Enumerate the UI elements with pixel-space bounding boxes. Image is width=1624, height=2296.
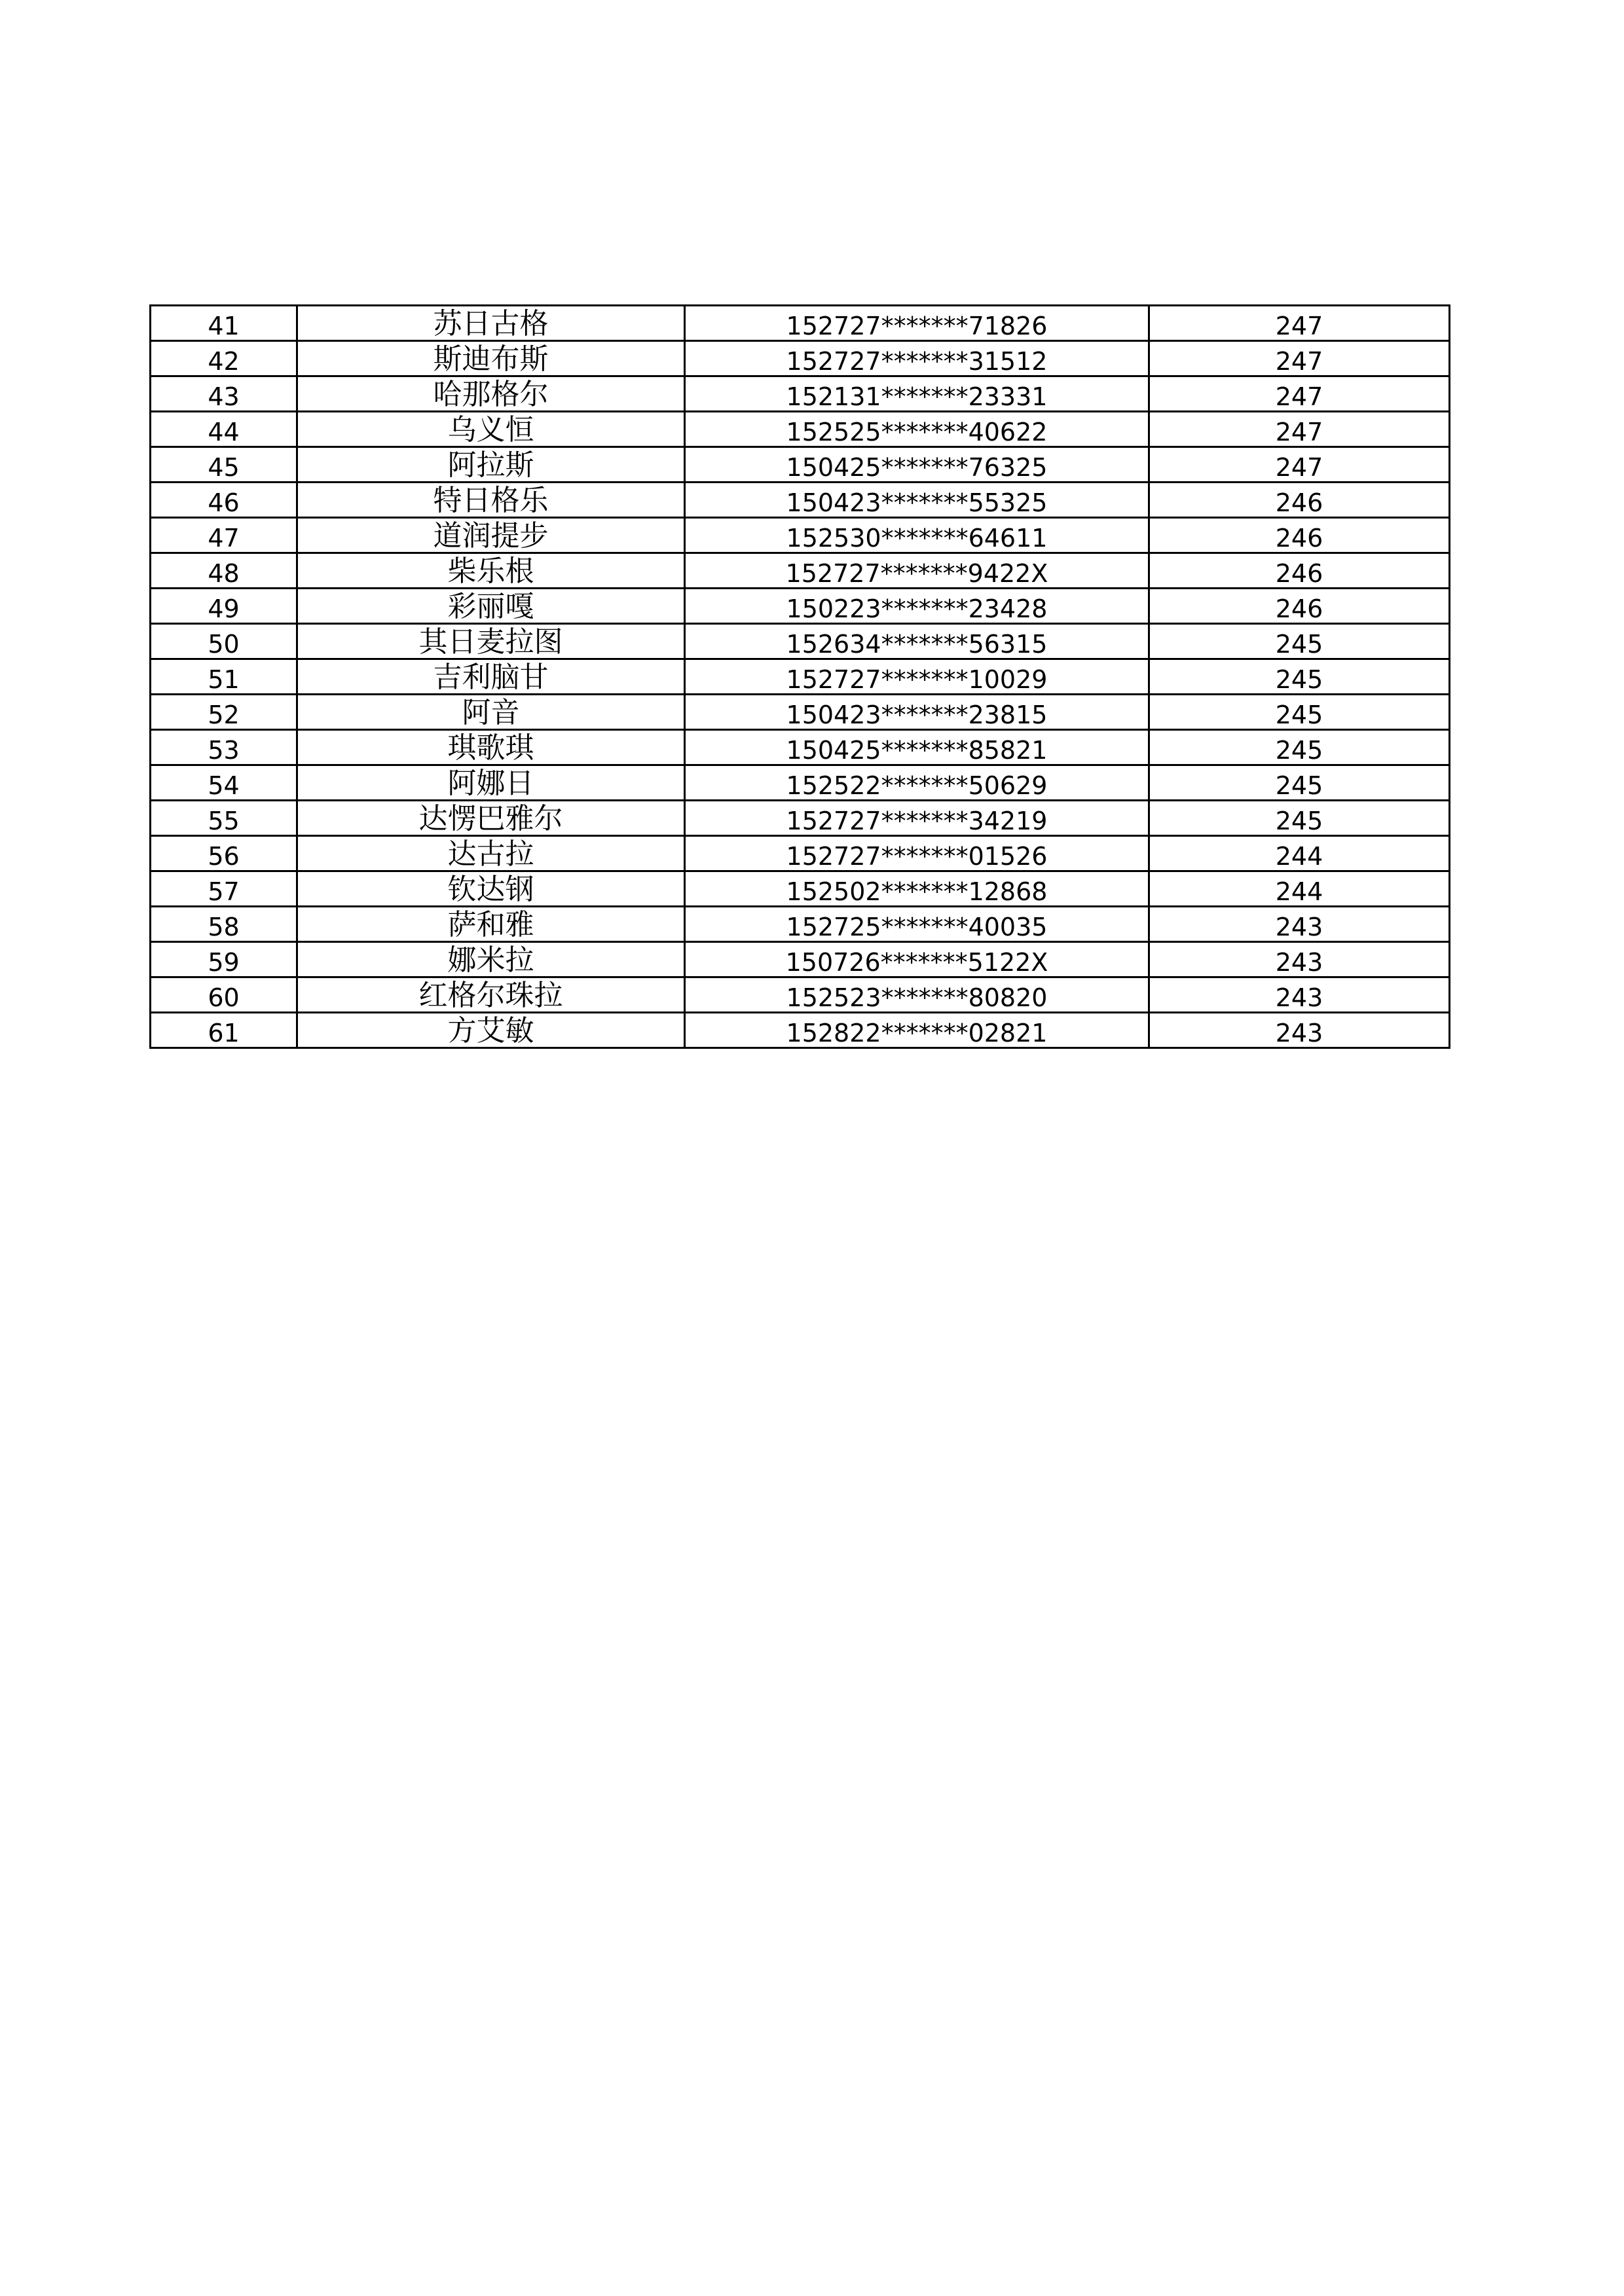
name-cell-text: 阿音: [462, 696, 520, 729]
score-cell-text: 245: [1275, 807, 1323, 835]
score-cell-text: 244: [1275, 877, 1323, 906]
name-cell-text: 钦达钢: [447, 873, 534, 906]
name-cell: [297, 553, 685, 589]
name-cell-text: 乌义恒: [447, 413, 534, 446]
score-cell: [1149, 730, 1450, 765]
id-number-cell: [685, 306, 1149, 341]
row-number-cell: [151, 730, 297, 765]
score-cell: [1149, 765, 1450, 801]
score-cell: [1149, 341, 1450, 376]
id-number-cell: [685, 659, 1149, 695]
name-cell-text: 红格尔珠拉: [418, 979, 563, 1012]
score-cell-text: 244: [1275, 842, 1323, 871]
score-cell: [1149, 553, 1450, 589]
id-number-cell: [685, 1013, 1149, 1048]
table-row: [151, 907, 1450, 942]
row-number-cell-text: 41: [208, 312, 240, 340]
row-number-cell-text: 57: [208, 877, 240, 906]
id-number-cell-text: 152530*******64611: [786, 524, 1048, 553]
id-number-cell-text: 152727*******34219: [786, 807, 1048, 835]
score-cell: [1149, 589, 1450, 624]
score-cell: [1149, 1013, 1450, 1048]
row-number-cell-text: 44: [208, 418, 240, 446]
score-cell-text: 246: [1275, 524, 1323, 553]
name-cell-text: 阿拉斯: [447, 448, 534, 482]
score-cell-text: 243: [1275, 1019, 1323, 1048]
row-number-cell-text: 60: [208, 983, 240, 1012]
name-cell: [297, 447, 685, 483]
name-cell: [297, 695, 685, 730]
id-number-cell: [685, 871, 1149, 907]
row-number-cell: [151, 412, 297, 447]
score-cell-text: 243: [1275, 983, 1323, 1012]
name-cell-text: 哈那格尔: [433, 378, 549, 411]
name-cell: [297, 730, 685, 765]
name-cell-text: 道润提步: [433, 519, 549, 553]
row-number-cell-text: 43: [208, 382, 240, 411]
id-number-cell-text: 150425*******76325: [786, 453, 1048, 482]
table-row: [151, 306, 1450, 341]
id-number-cell-text: 152502*******12868: [786, 877, 1048, 906]
row-number-cell: [151, 624, 297, 659]
id-number-cell: [685, 977, 1149, 1013]
id-number-cell-text: 152822*******02821: [786, 1019, 1048, 1048]
id-number-cell: [685, 765, 1149, 801]
row-number-cell: [151, 447, 297, 483]
id-number-cell-text: 152727*******9422X: [785, 559, 1048, 588]
name-cell-text: 阿娜日: [447, 767, 534, 800]
row-number-cell: [151, 977, 297, 1013]
id-number-cell: [685, 907, 1149, 942]
score-cell-text: 247: [1275, 418, 1323, 446]
name-cell: [297, 801, 685, 836]
score-cell-text: 246: [1275, 559, 1323, 588]
id-number-cell-text: 152727*******01526: [786, 842, 1048, 871]
score-cell: [1149, 836, 1450, 871]
score-cell: [1149, 412, 1450, 447]
id-number-cell: [685, 942, 1149, 977]
row-number-cell-text: 42: [208, 347, 240, 376]
table-row: [151, 659, 1450, 695]
table-row: [151, 589, 1450, 624]
name-cell: [297, 624, 685, 659]
table-row: [151, 801, 1450, 836]
score-cell: [1149, 624, 1450, 659]
name-cell: [297, 836, 685, 871]
row-number-cell-text: 58: [208, 913, 240, 941]
row-number-cell: [151, 907, 297, 942]
table-row: [151, 836, 1450, 871]
table-row: [151, 341, 1450, 376]
id-number-cell: [685, 412, 1149, 447]
row-number-cell: [151, 659, 297, 695]
id-number-cell: [685, 801, 1149, 836]
id-number-cell: [685, 730, 1149, 765]
id-number-cell-text: 150423*******23815: [786, 701, 1048, 729]
name-cell-text: 斯迪布斯: [433, 342, 549, 376]
row-number-cell: [151, 306, 297, 341]
id-number-cell: [685, 695, 1149, 730]
row-number-cell: [151, 942, 297, 977]
name-cell-text: 柴乐根: [447, 555, 534, 588]
score-cell: [1149, 659, 1450, 695]
row-number-cell-text: 61: [208, 1019, 240, 1048]
row-number-cell: [151, 589, 297, 624]
id-number-cell-text: 150423*******55325: [786, 488, 1048, 517]
id-number-cell-text: 152522*******50629: [786, 771, 1048, 800]
score-cell-text: 243: [1275, 948, 1323, 977]
name-cell-text: 达愣巴雅尔: [418, 802, 563, 835]
results-table-body: [151, 306, 1450, 1048]
row-number-cell-text: 53: [208, 736, 240, 765]
score-cell: [1149, 801, 1450, 836]
score-cell-text: 246: [1275, 594, 1323, 623]
score-cell-text: 247: [1275, 312, 1323, 340]
score-cell-text: 245: [1275, 665, 1323, 694]
score-cell-text: 247: [1275, 347, 1323, 376]
id-number-cell-text: 152523*******80820: [786, 983, 1048, 1012]
name-cell-text: 吉利脑甘: [433, 661, 549, 694]
name-cell: [297, 518, 685, 553]
row-number-cell-text: 54: [208, 771, 240, 800]
table-row: [151, 942, 1450, 977]
score-cell-text: 245: [1275, 701, 1323, 729]
name-cell: [297, 977, 685, 1013]
id-number-cell: [685, 483, 1149, 518]
id-number-cell: [685, 553, 1149, 589]
id-number-cell-text: 152727*******71826: [786, 312, 1048, 340]
name-cell: [297, 376, 685, 412]
row-number-cell: [151, 1013, 297, 1048]
name-cell-text: 方艾敏: [447, 1014, 534, 1048]
row-number-cell: [151, 518, 297, 553]
score-cell: [1149, 695, 1450, 730]
id-number-cell: [685, 624, 1149, 659]
row-number-cell-text: 51: [208, 665, 240, 694]
score-cell-text: 247: [1275, 453, 1323, 482]
row-number-cell: [151, 341, 297, 376]
results-table: [149, 304, 1450, 1049]
table-row: [151, 1013, 1450, 1048]
row-number-cell: [151, 695, 297, 730]
score-cell: [1149, 907, 1450, 942]
id-number-cell: [685, 447, 1149, 483]
row-number-cell: [151, 836, 297, 871]
score-cell: [1149, 942, 1450, 977]
id-number-cell-text: 152725*******40035: [786, 913, 1048, 941]
name-cell-text: 琪歌琪: [447, 731, 534, 765]
table-row: [151, 412, 1450, 447]
table-row: [151, 447, 1450, 483]
id-number-cell: [685, 589, 1149, 624]
id-number-cell-text: 152131*******23331: [786, 382, 1048, 411]
table-row: [151, 483, 1450, 518]
row-number-cell: [151, 765, 297, 801]
name-cell: [297, 871, 685, 907]
name-cell-text: 达古拉: [447, 837, 534, 871]
name-cell-text: 特日格乐: [433, 484, 549, 517]
table-row: [151, 695, 1450, 730]
row-number-cell-text: 45: [208, 453, 240, 482]
score-cell-text: 246: [1275, 488, 1323, 517]
row-number-cell-text: 47: [208, 524, 240, 553]
id-number-cell-text: 150425*******85821: [786, 736, 1048, 765]
id-number-cell-text: 152727*******10029: [786, 665, 1048, 694]
id-number-cell: [685, 836, 1149, 871]
row-number-cell-text: 56: [208, 842, 240, 871]
score-cell-text: 247: [1275, 382, 1323, 411]
row-number-cell-text: 46: [208, 488, 240, 517]
name-cell-text: 其日麦拉图: [418, 625, 563, 659]
score-cell: [1149, 376, 1450, 412]
table-row: [151, 977, 1450, 1013]
row-number-cell-text: 52: [208, 701, 240, 729]
name-cell: [297, 483, 685, 518]
id-number-cell-text: 152634*******56315: [786, 630, 1048, 659]
table-row: [151, 730, 1450, 765]
id-number-cell-text: 152525*******40622: [786, 418, 1048, 446]
name-cell-text: 苏日古格: [433, 307, 549, 340]
id-number-cell: [685, 518, 1149, 553]
name-cell: [297, 659, 685, 695]
score-cell-text: 243: [1275, 913, 1323, 941]
id-number-cell-text: 152727*******31512: [786, 347, 1048, 376]
score-cell: [1149, 518, 1450, 553]
name-cell-text: 萨和雅: [447, 908, 534, 941]
name-cell: [297, 907, 685, 942]
score-cell-text: 245: [1275, 630, 1323, 659]
row-number-cell: [151, 553, 297, 589]
name-cell: [297, 306, 685, 341]
table-row: [151, 376, 1450, 412]
row-number-cell-text: 59: [208, 948, 240, 977]
score-cell: [1149, 977, 1450, 1013]
id-number-cell: [685, 341, 1149, 376]
row-number-cell-text: 55: [208, 807, 240, 835]
row-number-cell: [151, 376, 297, 412]
name-cell: [297, 765, 685, 801]
score-cell: [1149, 483, 1450, 518]
row-number-cell: [151, 871, 297, 907]
name-cell: [297, 341, 685, 376]
score-cell-text: 245: [1275, 736, 1323, 765]
row-number-cell: [151, 801, 297, 836]
score-cell-text: 245: [1275, 771, 1323, 800]
name-cell: [297, 589, 685, 624]
table-row: [151, 871, 1450, 907]
id-number-cell-text: 150726*******5122X: [785, 948, 1048, 977]
name-cell-text: 彩丽嘎: [447, 590, 534, 623]
name-cell-text: 娜米拉: [447, 943, 534, 977]
row-number-cell: [151, 483, 297, 518]
name-cell: [297, 1013, 685, 1048]
id-number-cell-text: 150223*******23428: [786, 594, 1048, 623]
table-row: [151, 765, 1450, 801]
score-cell: [1149, 447, 1450, 483]
id-number-cell: [685, 376, 1149, 412]
row-number-cell-text: 49: [208, 594, 240, 623]
table-row: [151, 624, 1450, 659]
score-cell: [1149, 871, 1450, 907]
name-cell: [297, 412, 685, 447]
row-number-cell-text: 50: [208, 630, 240, 659]
score-cell: [1149, 306, 1450, 341]
name-cell: [297, 942, 685, 977]
row-number-cell-text: 48: [208, 559, 240, 588]
table-row: [151, 518, 1450, 553]
table-row: [151, 553, 1450, 589]
